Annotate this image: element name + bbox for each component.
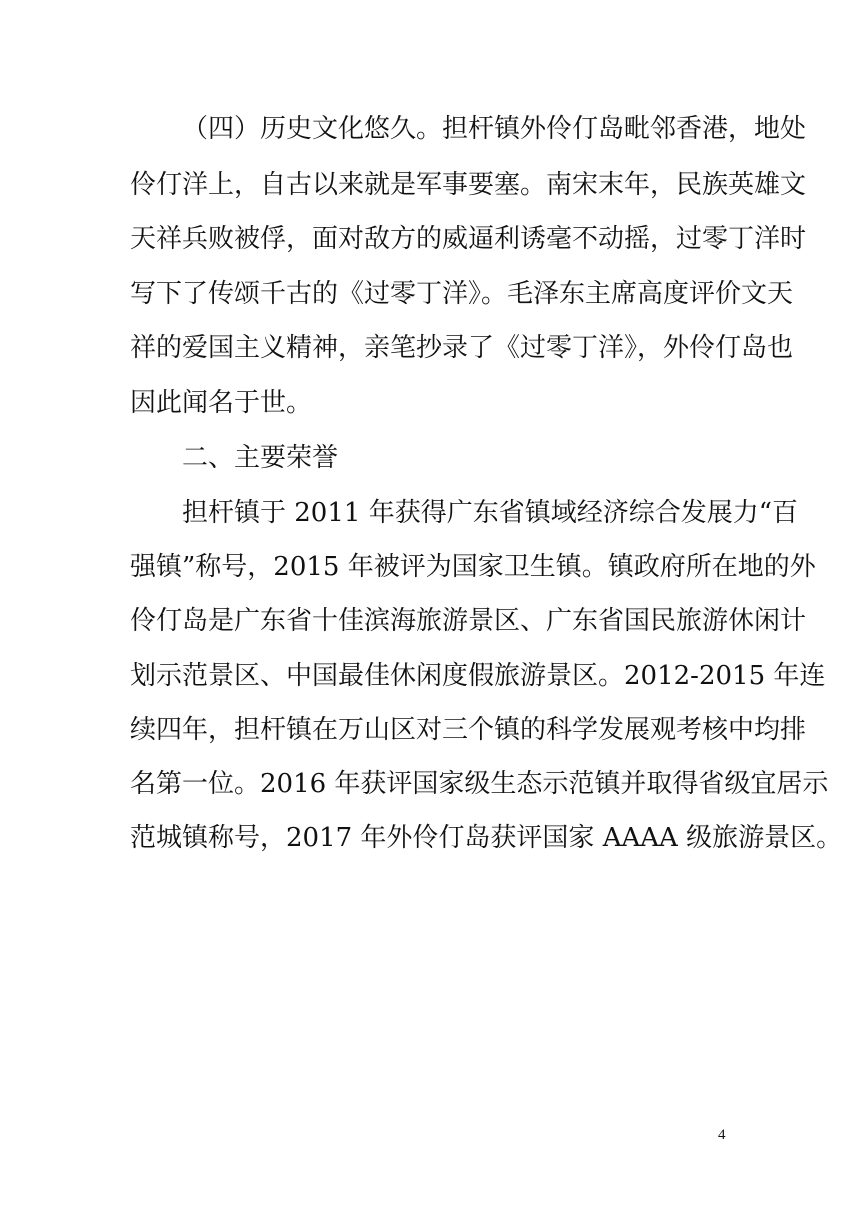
paragraph-history-line-6: 因此闻名于世。: [130, 388, 313, 418]
paragraph-honors-line-3: 伶仃岛是广东省十佳滨海旅游景区、广东省国民旅游休闲计: [130, 606, 807, 636]
paragraph-honors-line-6: 名第一位。2016 年获评国家级生态示范镇并取得省级宜居示: [130, 769, 829, 799]
section-heading-honors: 二、主要荣誉: [182, 443, 339, 473]
paragraph-history-line-3: 天祥兵败被俘，面对敌方的威逼利诱毫不动摇，过零丁洋时: [130, 224, 807, 254]
paragraph-history-line-4: 写下了传颂千古的《过零丁洋》。毛泽东主席高度评价文天: [130, 279, 794, 309]
paragraph-honors-line-1: 担杆镇于 2011 年获得广东省镇域经济综合发展力“百: [182, 498, 798, 528]
paragraph-history-line-5: 祥的爱国主义精神，亲笔抄录了《过零丁洋》，外伶仃岛也: [130, 333, 794, 363]
paragraph-history-line-1: （四）历史文化悠久。担杆镇外伶仃岛毗邻香港，地处: [182, 114, 807, 144]
paragraph-honors-line-5: 续四年，担杆镇在万山区对三个镇的科学发展观考核中均排: [130, 715, 807, 745]
paragraph-history-line-2: 伶仃洋上，自古以来就是军事要塞。南宋末年，民族英雄文: [130, 170, 807, 200]
paragraph-honors-line-2: 强镇”称号，2015 年被评为国家卫生镇。镇政府所在地的外: [130, 552, 816, 582]
page-number: 4: [718, 1127, 726, 1143]
paragraph-honors-line-4: 划示范景区、中国最佳休闲度假旅游景区。2012-2015 年连: [130, 661, 826, 691]
paragraph-honors-line-7: 范城镇称号，2017 年外伶仃岛获评国家 AAAA 级旅游景区。: [130, 823, 843, 853]
